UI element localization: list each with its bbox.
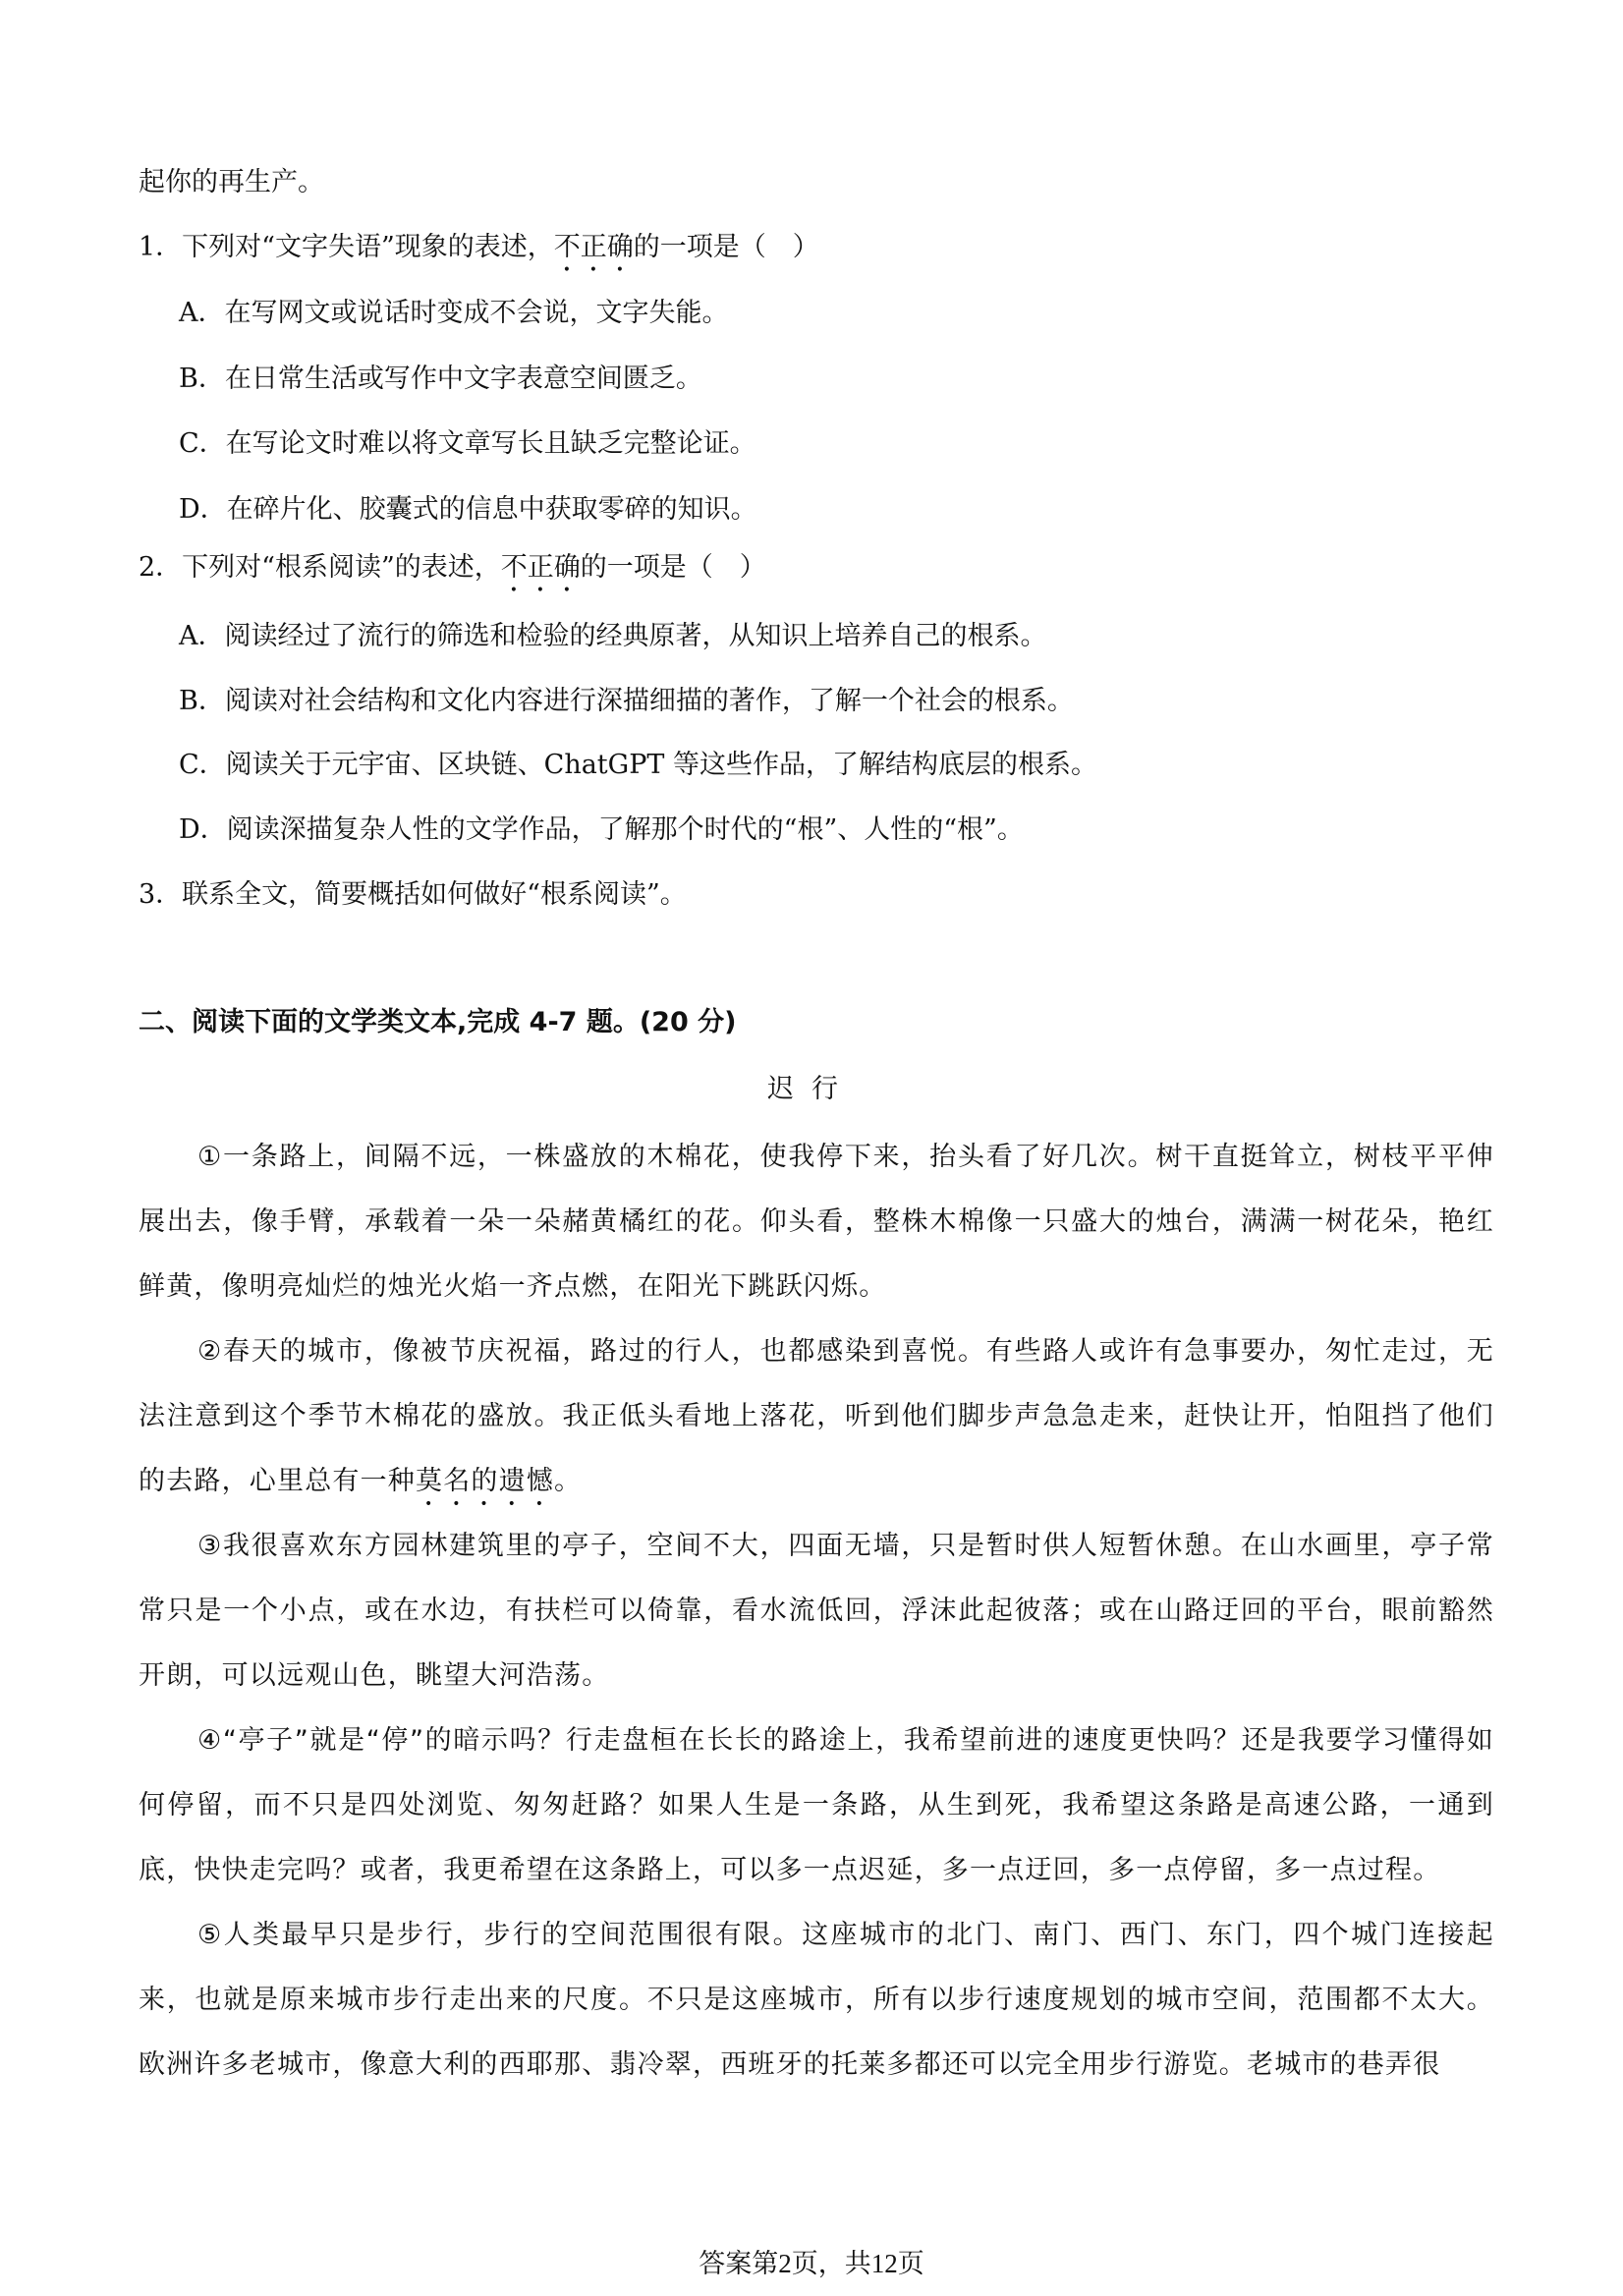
question-1-stem-pre: 1．下列对“文字失语”现象的表述， bbox=[139, 232, 554, 262]
question-2-stem bbox=[139, 548, 766, 598]
paragraph-2 bbox=[139, 1319, 1494, 1514]
question-2-option-c: C．阅读关于元宇宙、区块链、ChatGPT 等这些作品，了解结构底层的根系。 bbox=[179, 750, 1097, 780]
paragraph-1: ①一条路上，间隔不远，一株盛放的木棉花，使我停下来，抬头看了好几次。树干直挺耸立，树枝平平伸展出去，像手臂，承载着一朵一朵赭黄橘红的花。仰头看，整株木棉像一只盛大的烛台，满满一树花朵，艳红鲜黄，像明亮灿烂的烛光火焰一齐点燃，在阳光下跳跃闪烁。 bbox=[139, 1142, 1494, 1302]
article-body bbox=[139, 1125, 1494, 2098]
question-1-option-c: C．在写论文时难以将文章写长且缺乏完整论证。 bbox=[179, 428, 756, 459]
article-title: 迟行 bbox=[767, 1074, 856, 1104]
question-3-stem: 3．联系全文，简要概括如何做好“根系阅读”。 bbox=[139, 879, 687, 910]
paragraph-2-emphasis: 莫名的遗憾 bbox=[416, 1466, 554, 1496]
question-1-option-a: A．在写网文或说话时变成不会说，文字失能。 bbox=[179, 298, 729, 328]
paragraph-2-end: 。 bbox=[554, 1466, 583, 1496]
question-2-option-a: A．阅读经过了流行的筛选和检验的经典原著，从知识上培养自己的根系。 bbox=[179, 621, 1047, 651]
paragraph-5: ⑤人类最早只是步行，步行的空间范围很有限。这座城市的北门、南门、西门、东门，四个城门连接起来，也就是原来城市步行走出来的尺度。不只是这座城市，所有以步行速度规划的城市空间，范围都不太大。欧洲许多老城市，像意大利的西耶那、翡冷翠，西班牙的托莱多都还可以完全用步行游览。老城市的巷弄很 bbox=[139, 1920, 1494, 2080]
question-2-stem-pre: 2．下列对“根系阅读”的表述， bbox=[139, 552, 501, 583]
question-1-stem-post: 的一项是（ ） bbox=[633, 232, 819, 262]
paragraph-4: ④“亭子”就是“停”的暗示吗？行走盘桓在长长的路途上，我希望前进的速度更快吗？还是我要学习懂得如何停留，而不只是四处浏览、匆匆赶路？如果人生是一条路，从生到死，我希望这条路是高速公路，一通到底，快快走完吗？或者，我更希望在这条路上，可以多一点迟延，多一点迂回，多一点停留，多一点过程。 bbox=[139, 1725, 1494, 1885]
page-footer: 答案第2页，共12页 bbox=[699, 2249, 924, 2278]
question-2-option-b: B．阅读对社会结构和文化内容进行深描细描的著作，了解一个社会的根系。 bbox=[179, 686, 1074, 716]
question-1-option-d: D．在碎片化、胶囊式的信息中获取零碎的知识。 bbox=[179, 494, 757, 525]
question-2-option-d: D．阅读深描复杂人性的文学作品，了解那个时代的“根”、人性的“根”。 bbox=[179, 814, 1024, 845]
paragraph-3: ③我很喜欢东方园林建筑里的亭子，空间不大，四面无墙，只是暂时供人短暂休憩。在山水画里，亭子常常只是一个小点，或在水边，有扶栏可以倚靠，看水流低回，浮沫此起彼落；或在山路迂回的平台，眼前豁然开朗，可以远观山色，眺望大河浩荡。 bbox=[139, 1531, 1494, 1691]
section-2-heading: 二、阅读下面的文学类文本,完成 4-7 题。(20 分) bbox=[139, 1007, 737, 1037]
paragraph-2-text: ②春天的城市，像被节庆祝福，路过的行人，也都感染到喜悦。有些路人或许有急事要办，匆忙走过，无法注意到这个季节木棉花的盛放。我正低头看地上落花，听到他们脚步声急急走来，赶快让开，怕阻挡了他们的去路，心里总有一种 bbox=[139, 1336, 1494, 1496]
question-2-emphasis: 不正确 bbox=[500, 552, 581, 583]
question-2-stem-post: 的一项是（ ） bbox=[580, 552, 766, 583]
question-1-emphasis: 不正确 bbox=[553, 232, 634, 262]
question-1-stem bbox=[139, 228, 819, 278]
question-1-option-b: B．在日常生活或写作中文字表意空间匮乏。 bbox=[179, 364, 702, 394]
continuation-line: 起你的再生产。 bbox=[139, 167, 324, 197]
